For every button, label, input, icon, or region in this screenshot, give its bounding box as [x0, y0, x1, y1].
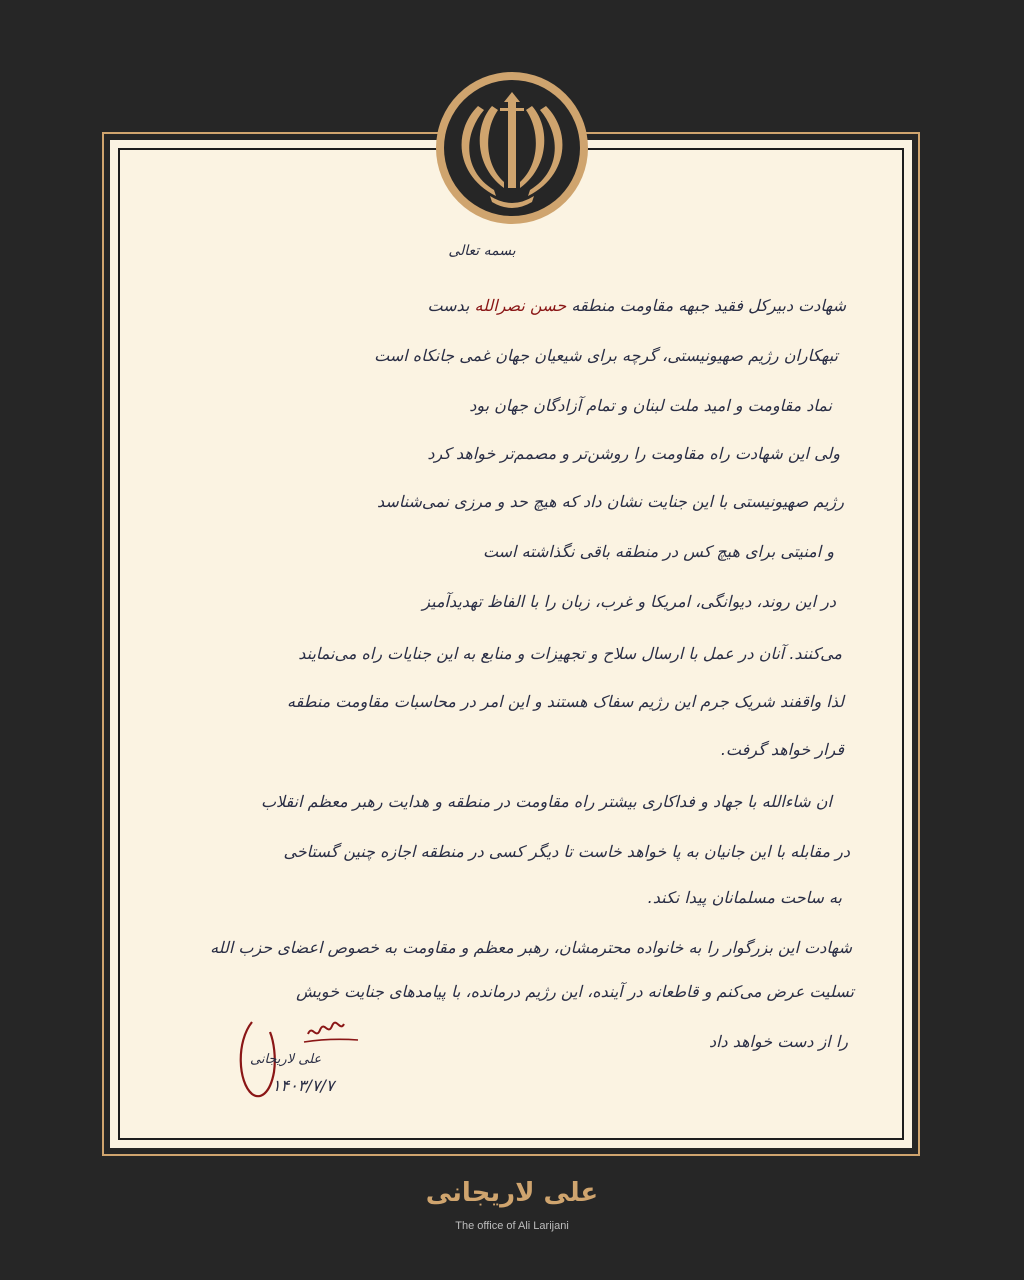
line1-name: حسن نصرالله: [474, 296, 567, 315]
signer-name: علی لاریجانی: [250, 1052, 322, 1067]
line1-before: شهادت دبیرکل فقید جبهه مقاومت منطقه: [571, 296, 846, 315]
letter-line: شهادت این بزرگوار را به خانواده محترمشان، رهبر معظم و مقاومت به خصوص اعضای حزب الله: [210, 938, 852, 957]
footer-subtitle: The office of Ali Larijani: [455, 1220, 569, 1232]
handwritten-letter: [150, 236, 862, 1116]
letter-line: تبهکاران رژیم صهیونیستی، گرچه برای شیعیان جهان غمی جانکاه است: [374, 346, 838, 365]
letter-line: رژیم صهیونیستی با این جنایت نشان داد که هیچ حد و مرزی نمی‌شناسد: [377, 492, 844, 511]
emblem-icon: [434, 70, 590, 226]
salutation-text: بسمه تعالی: [448, 243, 516, 259]
signature-date: ۱۴۰۳/۷/۷: [272, 1076, 335, 1095]
letter-line: و امنیتی برای هیچ کس در منطقه باقی نگذاشته است: [482, 542, 834, 561]
line1-after: بدست: [427, 296, 470, 315]
footer-logo: علی لاریجانی: [425, 1178, 599, 1208]
letter-line: را از دست خواهد داد: [708, 1032, 848, 1051]
letter-line-1: [427, 296, 846, 315]
letter-line: تسلیت عرض می‌کنم و قاطعانه در آینده، این رژیم درمانده، با پیامدهای جنایت خویش: [296, 982, 854, 1001]
letter-line: ان شاءالله با جهاد و فداکاری بیشتر راه مقاومت در منطقه و هدایت رهبر معظم انقلاب: [260, 792, 832, 811]
letter-line: نماد مقاومت و امید ملت لبنان و تمام آزادگان جهان بود: [469, 396, 832, 415]
letter-line: در این روند، دیوانگی، امریکا و غرب، زبان را با الفاظ تهدیدآمیز: [422, 592, 836, 611]
letter-line: لذا واقفند شریک جرم این رژیم سفاک هستند و این امر در محاسبات مقاومت منطقه: [287, 692, 844, 711]
salutation: [432, 242, 532, 261]
letter-line: در مقابله با این جانیان به پا خواهد خاست تا دیگر کسی در منطقه اجازه چنین گستاخی: [283, 842, 850, 861]
letter-line: می‌کنند. آنان در عمل با ارسال سلاح و تجهیزات و منابع به این جنایات راه می‌نمایند: [298, 644, 842, 663]
letter-line: قرار خواهد گرفت.: [720, 740, 844, 759]
letter-line: ولی این شهادت راه مقاومت را روشن‌تر و مصمم‌تر خواهد کرد: [427, 444, 840, 463]
letter-line: به ساحت مسلمانان پیدا نکند.: [647, 888, 842, 907]
